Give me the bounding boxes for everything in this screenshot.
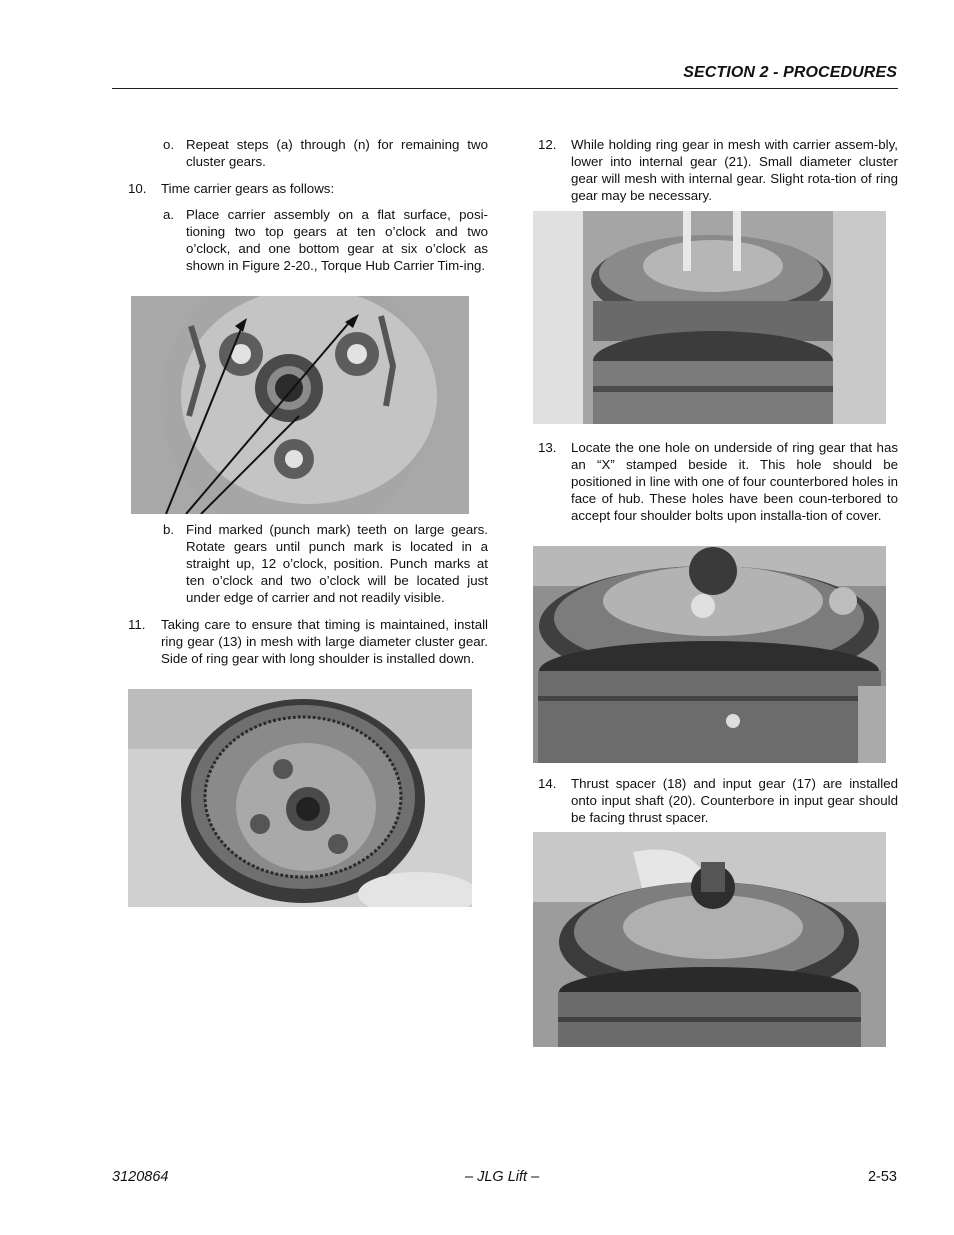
- step-12-label: 12.: [538, 137, 557, 152]
- step-13: [538, 439, 898, 524]
- step-14-label: 14.: [538, 776, 557, 791]
- step-10b: [163, 521, 488, 606]
- section-title: SECTION 2 - PROCEDURES: [683, 64, 897, 81]
- input-gear-photo: [533, 832, 886, 1047]
- step-14: [538, 775, 898, 826]
- step-12-text: While holding ring gear in mesh with carrier assem-bly, lower into internal gear (21). Small diameter cluster gear will mesh with internal gear. Slight rota-tion of ring gear may be necessary.: [571, 137, 898, 203]
- step-10a-label: a.: [163, 207, 175, 222]
- header-rule: [112, 88, 898, 89]
- step-10b-label: b.: [163, 522, 175, 537]
- ring-gear-photo: [128, 689, 472, 907]
- step-11: [128, 616, 488, 667]
- doc-number: 3120864: [112, 1169, 169, 1185]
- page-number: 2-53: [867, 1169, 897, 1185]
- counterbored-holes-photo: [533, 546, 886, 763]
- step-10-label: 10.: [128, 181, 147, 196]
- footer-brand: – JLG Lift –: [465, 1169, 540, 1185]
- step-10-text: Time carrier gears as follows:: [161, 181, 335, 196]
- carrier-timing-photo: [131, 296, 469, 514]
- step-10a-text: Place carrier assembly on a flat surface, posi-tioning two top gears at ten o’clock and two o’clock, and one bottom gear at six o’clock as shown in Figure 2-20., Torque Hub Carrier Tim-ing.: [186, 207, 488, 273]
- step-13-label: 13.: [538, 440, 557, 455]
- step-10b-text: Find marked (punch mark) teeth on large gears. Rotate gears until punch mark is located in a straight up, 12 o’clock, position. Punch marks at ten o’clock and two o’clock will be located just under edge of carrier and not readily visible.: [186, 522, 488, 605]
- step-o-text: Repeat steps (a) through (n) for remaining two cluster gears.: [186, 137, 488, 169]
- step-14-text: Thrust spacer (18) and input gear (17) are installed onto input shaft (20). Counterbore in input gear should be facing thrust spacer.: [571, 776, 898, 825]
- step-11-label: 11.: [128, 617, 146, 632]
- step-o: [163, 136, 488, 170]
- internal-gear-photo: [533, 211, 886, 424]
- step-13-text: Locate the one hole on underside of ring gear that has an “X” stamped beside it. This hole should be positioned in line with one of four counterbored holes in face of hub. These holes have been coun-terbored to accept four shoulder bolts upon installa-tion of cover.: [571, 440, 898, 523]
- step-10a: [163, 206, 488, 274]
- step-10: [128, 180, 488, 197]
- step-11-text: Taking care to ensure that timing is maintained, install ring gear (13) in mesh with large diameter cluster gear. Side of ring gear with long shoulder is installed down.: [161, 617, 488, 666]
- step-o-label: o.: [163, 137, 175, 152]
- step-12: [538, 136, 898, 204]
